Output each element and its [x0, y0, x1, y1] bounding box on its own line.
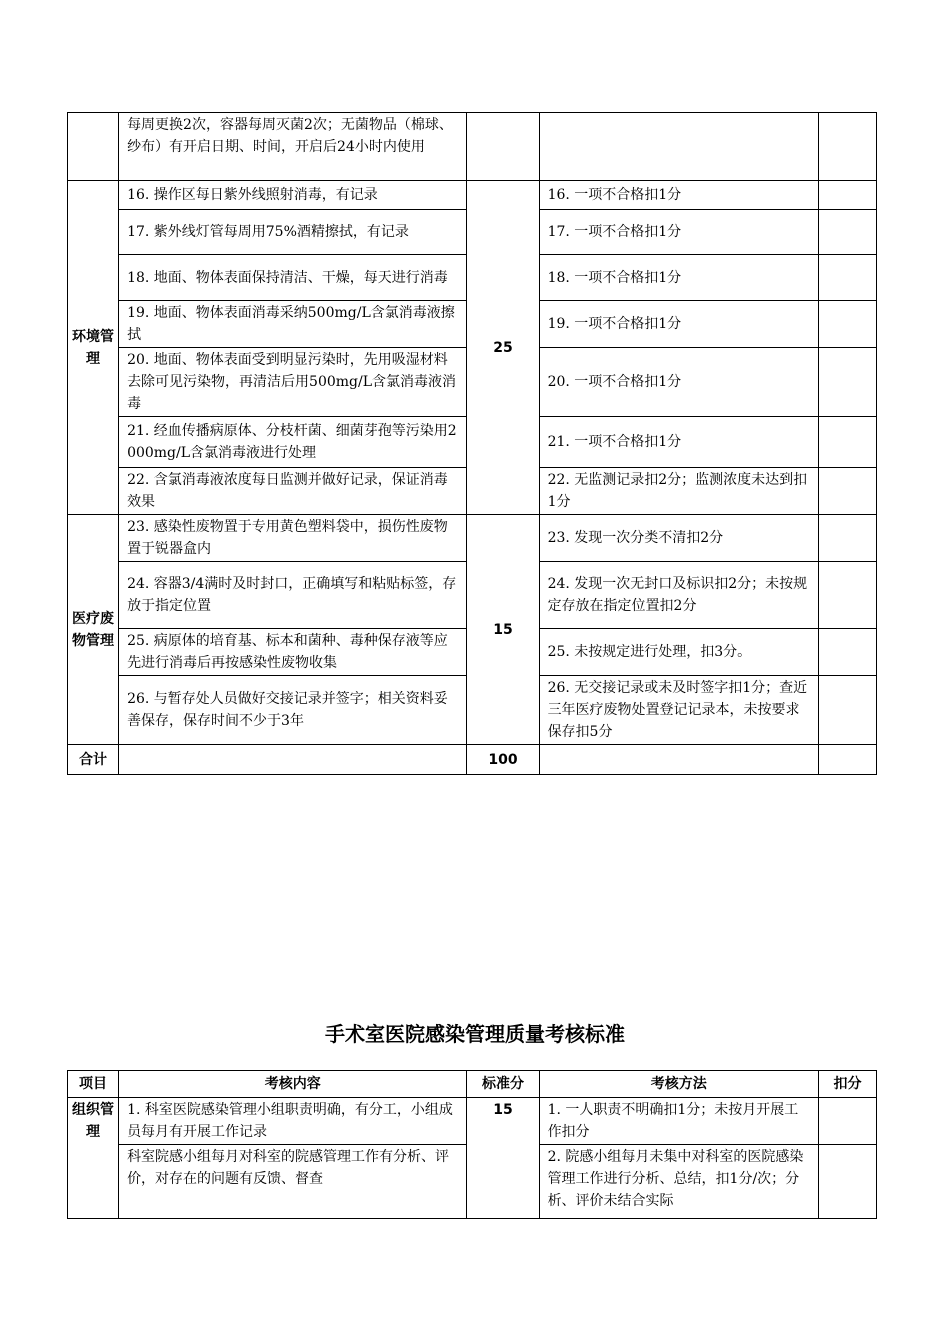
method-cell: 19. 一项不合格扣1分 [539, 301, 818, 348]
deduction-cell [818, 210, 876, 255]
total-score: 100 [467, 745, 539, 775]
deduction-cell [818, 348, 876, 417]
deduction-cell [818, 301, 876, 348]
deduction-cell [818, 417, 876, 468]
method-cell: 2. 院感小组每月未集中对科室的医院感染管理工作进行分析、总结，扣1分/次；分析、评价未结合实际 [539, 1145, 818, 1219]
table-row [68, 515, 877, 562]
deduction-cell [818, 181, 876, 210]
content-cell: 每周更换2次，容器每周灭菌2次；无菌物品（棉球、纱布）有开启日期、时间，开启后24小时内使用 [119, 113, 467, 181]
deduction-cell [818, 468, 876, 515]
content-cell: 16. 操作区每日紫外线照射消毒，有记录 [119, 181, 467, 210]
content-cell: 科室院感小组每月对科室的院感管理工作有分析、评价，对存在的问题有反馈、督查 [119, 1145, 467, 1219]
header-deduction: 扣分 [818, 1071, 876, 1098]
header-content: 考核内容 [119, 1071, 467, 1098]
method-cell: 16. 一项不合格扣1分 [539, 181, 818, 210]
table-row [68, 1098, 877, 1145]
content-cell: 21. 经血传播病原体、分枝杆菌、细菌芽孢等污染用2000mg/L含氯消毒液进行处理 [119, 417, 467, 468]
content-cell: 18. 地面、物体表面保持清洁、干燥，每天进行消毒 [119, 255, 467, 301]
deduction-cell [818, 255, 876, 301]
method-cell: 22. 无监测记录扣2分；监测浓度未达到扣1分 [539, 468, 818, 515]
deduction-cell [818, 745, 876, 775]
method-cell: 21. 一项不合格扣1分 [539, 417, 818, 468]
content-cell: 22. 含氯消毒液浓度每日监测并做好记录，保证消毒效果 [119, 468, 467, 515]
deduction-cell [818, 1098, 876, 1145]
method-cell: 24. 发现一次无封口及标识扣2分；未按规定存放在指定位置扣2分 [539, 562, 818, 629]
category-env: 环境管理 [68, 181, 119, 515]
header-score: 标准分 [467, 1071, 539, 1098]
table-header-row [68, 1071, 877, 1098]
score-org: 15 [467, 1098, 539, 1219]
content-cell: 1. 科室医院感染管理小组职责明确，有分工，小组成员每月有开展工作记录 [119, 1098, 467, 1145]
content-cell: 19. 地面、物体表面消毒采纳500mg/L含氯消毒液擦拭 [119, 301, 467, 348]
score-env: 25 [467, 181, 539, 515]
method-cell [539, 745, 818, 775]
score-waste: 15 [467, 515, 539, 745]
table-row-total [68, 745, 877, 775]
deduction-cell [818, 562, 876, 629]
deduction-cell [818, 515, 876, 562]
content-cell: 17. 紫外线灯管每周用75%酒精擦拭，有记录 [119, 210, 467, 255]
score-cell [467, 113, 539, 181]
method-cell: 26. 无交接记录或未及时签字扣1分；查近三年医疗废物处置登记记录本，未按要求保存扣5分 [539, 676, 818, 745]
deduction-cell [818, 1145, 876, 1219]
method-cell: 25. 未按规定进行处理，扣3分。 [539, 629, 818, 676]
method-cell [539, 113, 818, 181]
table-row [68, 181, 877, 210]
content-cell: 26. 与暂存处人员做好交接记录并签字；相关资料妥善保存，保存时间不少于3年 [119, 676, 467, 745]
content-cell [119, 745, 467, 775]
method-cell: 17. 一项不合格扣1分 [539, 210, 818, 255]
deduction-cell [818, 676, 876, 745]
header-item: 项目 [68, 1071, 119, 1098]
method-cell: 20. 一项不合格扣1分 [539, 348, 818, 417]
deduction-cell [818, 113, 876, 181]
category-org: 组织管理 [68, 1098, 119, 1219]
content-cell: 24. 容器3/4满时及时封口，正确填写和粘贴标签，存放于指定位置 [119, 562, 467, 629]
assessment-table-continued [67, 112, 877, 775]
total-label: 合计 [68, 745, 119, 775]
content-cell: 25. 病原体的培育基、标本和菌种、毒种保存液等应先进行消毒后再按感染性废物收集 [119, 629, 467, 676]
deduction-cell [818, 629, 876, 676]
page-title: 手术室医院感染管理质量考核标准 [325, 1022, 625, 1046]
content-cell: 23. 感染性废物置于专用黄色塑料袋中，损伤性废物置于锐器盒内 [119, 515, 467, 562]
header-method: 考核方法 [539, 1071, 818, 1098]
table-row [68, 113, 877, 181]
category-waste: 医疗废物管理 [68, 515, 119, 745]
content-cell: 20. 地面、物体表面受到明显污染时，先用吸湿材料去除可见污染物，再清洁后用500mg/L含氯消毒液消毒 [119, 348, 467, 417]
method-cell: 23. 发现一次分类不清扣2分 [539, 515, 818, 562]
category-cell [68, 113, 119, 181]
method-cell: 1. 一人职责不明确扣1分；未按月开展工作扣分 [539, 1098, 818, 1145]
assessment-table [67, 1070, 877, 1219]
method-cell: 18. 一项不合格扣1分 [539, 255, 818, 301]
